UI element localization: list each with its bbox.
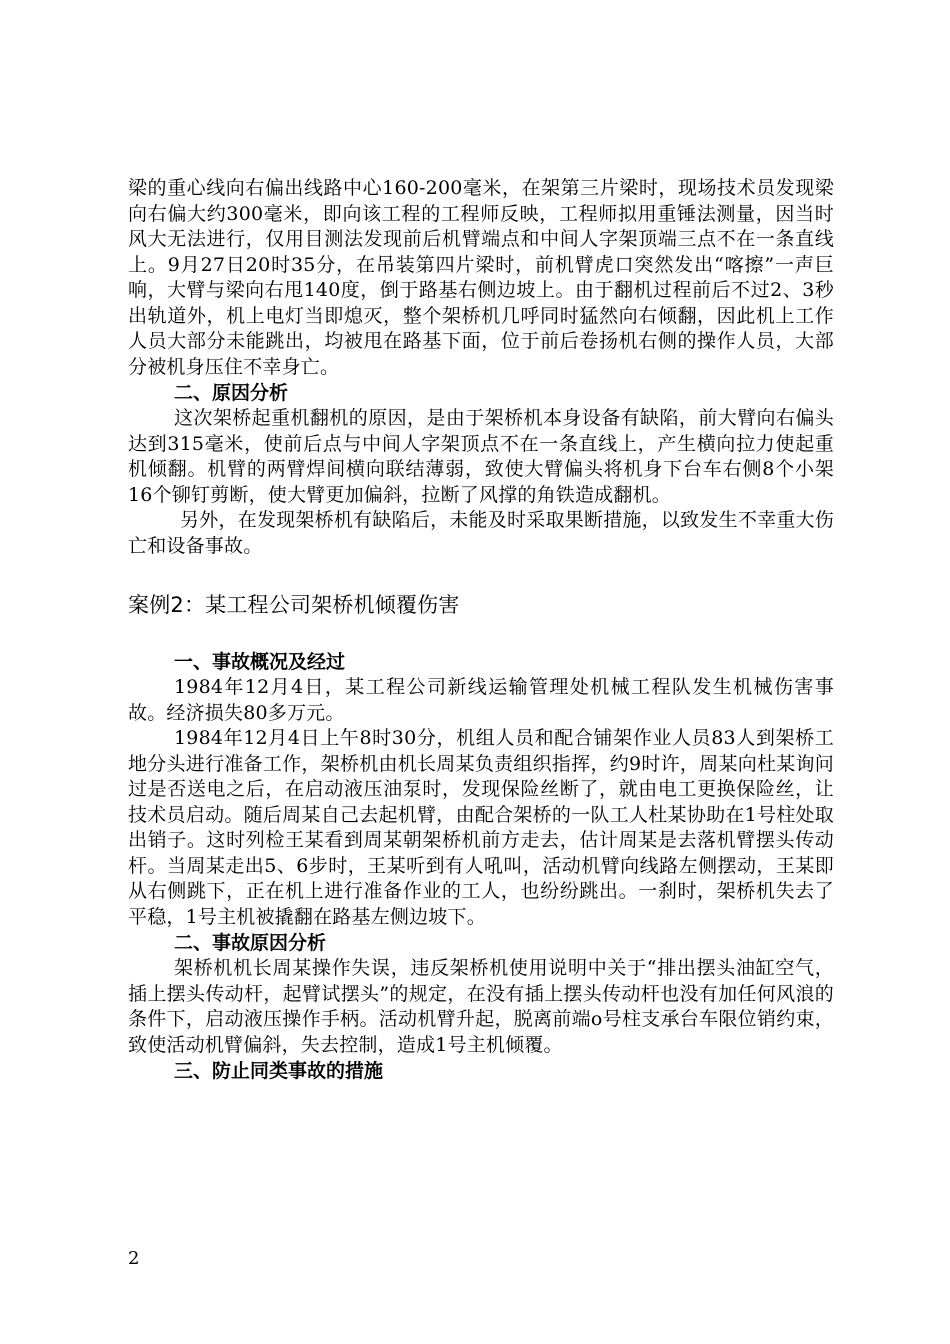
case1-heading-cause-analysis: 二、原因分析: [174, 382, 289, 404]
case2-heading-cause-analysis: 二、事故原因分析: [174, 932, 327, 954]
case1-paragraph-additional: 另外，在发现架桥机有缺陷后，未能及时采取果断措施，以致发生不幸重大伤亡和设备事故。: [128, 509, 834, 557]
page-content: [128, 176, 834, 1084]
page-number: 2: [128, 1248, 140, 1269]
case1-paragraph-cause: 这次架桥起重机翻机的原因，是由于架桥机本身设备有缺陷，前大臂向右偏头达到315毫米，使前后点与中间人字架顶点不在一条直线上，产生横向拉力使起重机倾翻。机臂的两臂焊间横向联结薄弱，致使大臂偏头将机身下台车右侧8个小架16个铆钉剪断，使大臂更加偏斜，拉断了风撑的角铁造成翻机。: [128, 407, 834, 506]
case2-title: 案例2：某工程公司架桥机倾覆伤害: [128, 593, 460, 617]
case2-heading-prevention: 三、防止同类事故的措施: [174, 1060, 384, 1082]
case2-heading-overview: 一、事故概况及经过: [174, 651, 346, 673]
case2-paragraph-summary: 1984年12月4日，某工程公司新线运输管理处机械工程队发生机械伤害事故。经济损失80多万元。: [128, 676, 834, 724]
case2-paragraph-cause: 架桥机机长周某操作失误，违反架桥机使用说明中关于“排出摆头油缸空气，插上摆头传动杆，起臂试摆头”的规定，在没有插上摆头传动杆也没有加任何风浪的条件下，启动液压操作手柄。活动机臂升起，脱离前端o号柱支承台车限位销约束，致使活动机臂偏斜，失去控制，造成1号主机倾覆。: [128, 957, 834, 1056]
case2-paragraph-process: 1984年12月4日上午8时30分，机组人员和配合铺架作业人员83人到架桥工地分头进行准备工作，架桥机由机长周某负责组织指挥，约9时许，周某向杜某询问过是否送电之后，在启动液压油泵时，发现保险丝断了，就由电工更换保险丝，让技术员启动。随后周某自己去起机臂，由配合架桥的一队工人杜某协助在1号柱处取出销子。这时列检王某看到周某朝架桥机前方走去，估计周某是去落机臂摆头传动杆。当周某走出5、6步时，王某听到有人吼叫，活动机臂向线路左侧摆动，王某即从右侧跳下，正在机上进行准备作业的工人，也纷纷跳出。一刹时，架桥机失去了平稳，1号主机被撬翻在路基左侧边坡下。: [128, 727, 834, 928]
case1-paragraph-continued: 梁的重心线向右偏出线路中心160-200毫米，在架第三片梁时，现场技术员发现梁向右偏大约300毫米，即向该工程的工程师反映，工程师拟用重锤法测量，因当时风大无法进行，仅用目测法发现前后机臂端点和中间人字架顶端三点不在一条直线上。9月27日20时35分，在吊装第四片梁时，前机臂虎口突然发出“喀擦”一声巨响，大臂与梁向右甩140度，倒于路基右侧边坡上。由于翻机过程前后不过2、3秒出轨道外，机上电灯当即熄灭，整个架桥机几呼同时猛然向右倾翻，因此机上工作人员大部分未能跳出，均被甩在路基下面，位于前后卷扬机右侧的操作人员，大部分被机身压住不幸身亡。: [128, 177, 834, 378]
